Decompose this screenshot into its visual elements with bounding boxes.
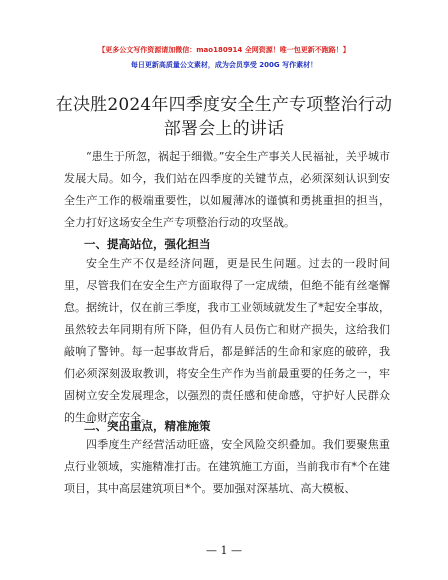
section-1-paragraph: 安全生产不仅是经济问题，更是民生问题。过去的一段时间里，尽管我们在安全生产方面取得了一定成绩，但绝不能有丝毫懈怠。据统计，仅在前三季度，我市工业领域就发生了*起安全事故，虽然较去年同期有所下降，但仍有人员伤亡和财产损失，这给我们敲响了警钟。每一起事故背后，都是鲜活的生命和家庭的破碎，我们必须深刻汲取教训，将安全生产作为当前最重要的任务之一，牢固树立安全发展理念，以强烈的责任感和使命感，守护好人民群众的生命财产安全。 xyxy=(64,257,390,424)
section-2-heading: 二、突出重点，精准施策 xyxy=(84,419,211,433)
intro-paragraph: “患生于所忽，祸起于细微。”安全生产事关人民福祉，关乎城市发展大局。如今，我们站在四季度的关键节点，必须深刻认识到安全生产工作的极端重要性，以如履薄冰的谨慎和勇挑重担的担当，全力打好这场安全生产专项整治行动的攻坚战。 xyxy=(64,150,390,229)
section-1-heading: 一、提高站位，强化担当 xyxy=(84,237,211,251)
promo-banner-line-1: 【更多公文写作资源请加微信：mao180914 全网资源！唯一包更新不跑路！】 xyxy=(98,46,350,54)
document-title: 在决胜2024年四季度安全生产专项整治行动部署会上的讲话 xyxy=(55,95,393,139)
section-2-paragraph: 四季度生产经营活动旺盛，安全风险交织叠加。我们要聚焦重点行业领域，实施精准打击。在建筑施工方面，当前我市有*个在建项目，其中高层建筑项目*个。要加强对深基坑、高大模板、 xyxy=(64,438,390,495)
page-number: — 1 — xyxy=(206,544,242,557)
promo-banner-line-2: 每日更新高质量公文素材，成为会员享受 200G 写作素材！ xyxy=(130,61,318,69)
